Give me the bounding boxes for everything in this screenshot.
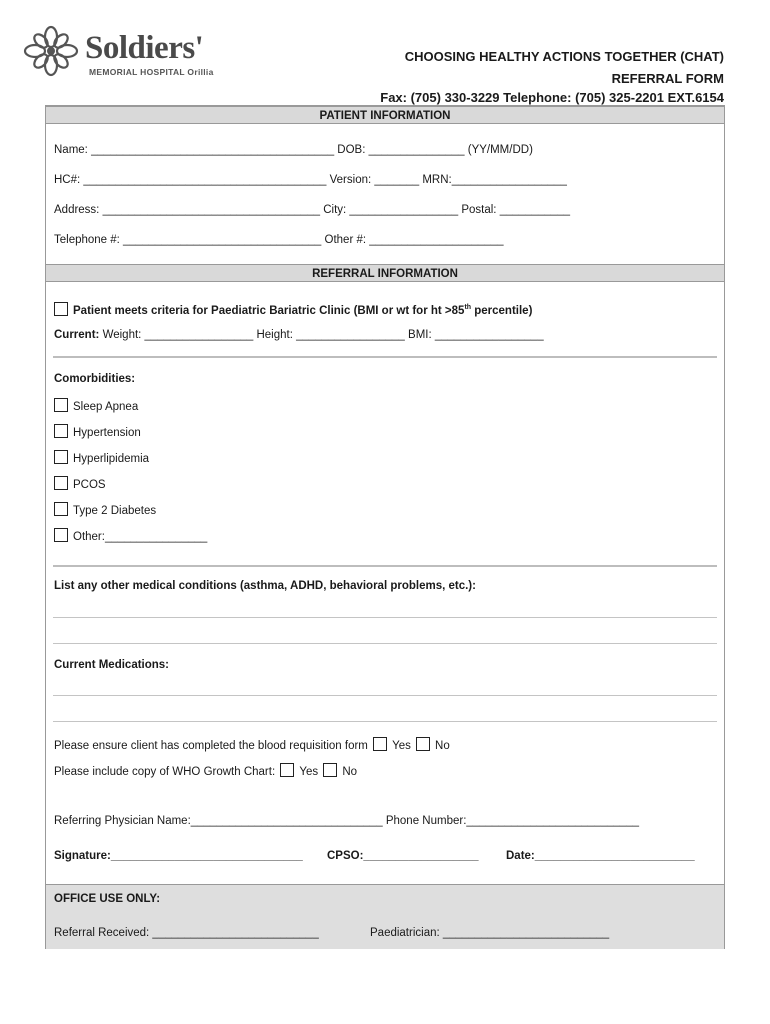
no-label: No [435, 740, 450, 752]
growth-chart-text: Please include copy of WHO Growth Chart: [54, 766, 276, 778]
sleep-apnea-checkbox[interactable] [54, 398, 68, 412]
comorbidity-label: Hypertension [73, 427, 141, 439]
pcos-checkbox[interactable] [54, 476, 68, 490]
comorbidity-label: PCOS [73, 479, 106, 491]
criteria-checkbox[interactable] [54, 302, 68, 316]
office-use-section [46, 884, 724, 949]
physician-phone-field[interactable]: Referring Physician Name:______________________________ Phone Number:___________________________ [54, 815, 640, 827]
hypertension-checkbox[interactable] [54, 424, 68, 438]
contact-line: Fax: (705) 330-3229 Telephone: (705) 325-2201 EXT.6154 [380, 90, 724, 105]
criteria-sup: th [464, 304, 472, 312]
signature-field[interactable]: Signature:______________________________ [54, 850, 303, 862]
divider [53, 565, 717, 567]
current-measurements-field[interactable] [54, 329, 544, 341]
form-title: CHOOSING HEALTHY ACTIONS TOGETHER (CHAT) [404, 49, 724, 64]
growth-chart-row [54, 763, 357, 778]
criteria-tail: percentile) [471, 305, 533, 317]
type2-diabetes-checkbox[interactable] [54, 502, 68, 516]
flower-logo-icon [22, 24, 80, 78]
comorbidity-label: Hyperlipidemia [73, 453, 150, 465]
criteria-label: Patient meets criteria for Paediatric Bariatric Clinic (BMI or wt for ht >85 [73, 305, 465, 317]
other-checkbox[interactable] [54, 528, 68, 542]
logo-name: Soldiers' [85, 30, 204, 66]
comorbidity-item [54, 450, 149, 465]
referral-info-header: REFERRAL INFORMATION [46, 264, 724, 282]
comorbidity-label: Sleep Apnea [73, 401, 139, 413]
blood-requisition-row [54, 737, 450, 752]
paediatrician-field[interactable]: Paediatrician: __________________________ [370, 927, 610, 939]
comorbidity-item [54, 476, 106, 491]
cpso-field[interactable]: CPSO:__________________ [327, 850, 479, 862]
form-subtitle: REFERRAL FORM [611, 71, 724, 86]
medications-line[interactable] [53, 695, 717, 696]
divider [53, 356, 717, 358]
comorbidity-item [54, 398, 138, 413]
name-dob-field[interactable]: Name: ______________________________________ DOB: _______________ (YY/MM/DD) [54, 144, 533, 156]
referral-form [45, 105, 725, 949]
comorbidity-label: Other:________________ [73, 531, 208, 543]
current-fields: Weight: _________________ Height: _________________ BMI: _________________ [99, 329, 544, 341]
blood-req-no-checkbox[interactable] [416, 737, 430, 751]
yes-label: Yes [392, 740, 411, 752]
blood-req-yes-checkbox[interactable] [373, 737, 387, 751]
yes-label: Yes [299, 766, 319, 778]
comorbidity-item [54, 528, 207, 543]
comorbidities-title: Comorbidities: [54, 373, 136, 385]
telephone-other-field[interactable]: Telephone #: _______________________________ Other #: _____________________ [54, 234, 504, 246]
current-label: Current: [54, 329, 100, 341]
no-label: No [342, 766, 358, 778]
address-city-postal-field[interactable]: Address: __________________________________ City: _________________ Postal: ___________ [54, 204, 571, 216]
patient-info-header: PATIENT INFORMATION [46, 106, 724, 124]
date-field[interactable]: Date:_________________________ [506, 850, 695, 862]
criteria-row [54, 302, 532, 317]
hospital-logo [22, 20, 232, 82]
hc-version-mrn-field[interactable]: HC#: ______________________________________ Version: _______ MRN:__________________ [54, 174, 567, 186]
comorbidity-item [54, 424, 141, 439]
growth-chart-no-checkbox[interactable] [323, 763, 337, 777]
medical-conditions-line[interactable] [53, 617, 717, 618]
office-use-title: OFFICE USE ONLY: [54, 893, 161, 905]
medications-label: Current Medications: [54, 659, 170, 671]
blood-req-text: Please ensure client has completed the blood requisition form [54, 740, 368, 752]
medical-conditions-label: List any other medical conditions (asthma, ADHD, behavioral problems, etc.): [54, 580, 476, 592]
referral-received-field[interactable]: Referral Received: __________________________ [54, 927, 319, 939]
hyperlipidemia-checkbox[interactable] [54, 450, 68, 464]
comorbidity-label: Type 2 Diabetes [73, 505, 157, 517]
medical-conditions-line[interactable] [53, 643, 717, 644]
comorbidity-item [54, 502, 156, 517]
growth-chart-yes-checkbox[interactable] [280, 763, 294, 777]
logo-subtitle: MEMORIAL HOSPITAL Orillia [89, 67, 214, 77]
medications-line[interactable] [53, 721, 717, 722]
